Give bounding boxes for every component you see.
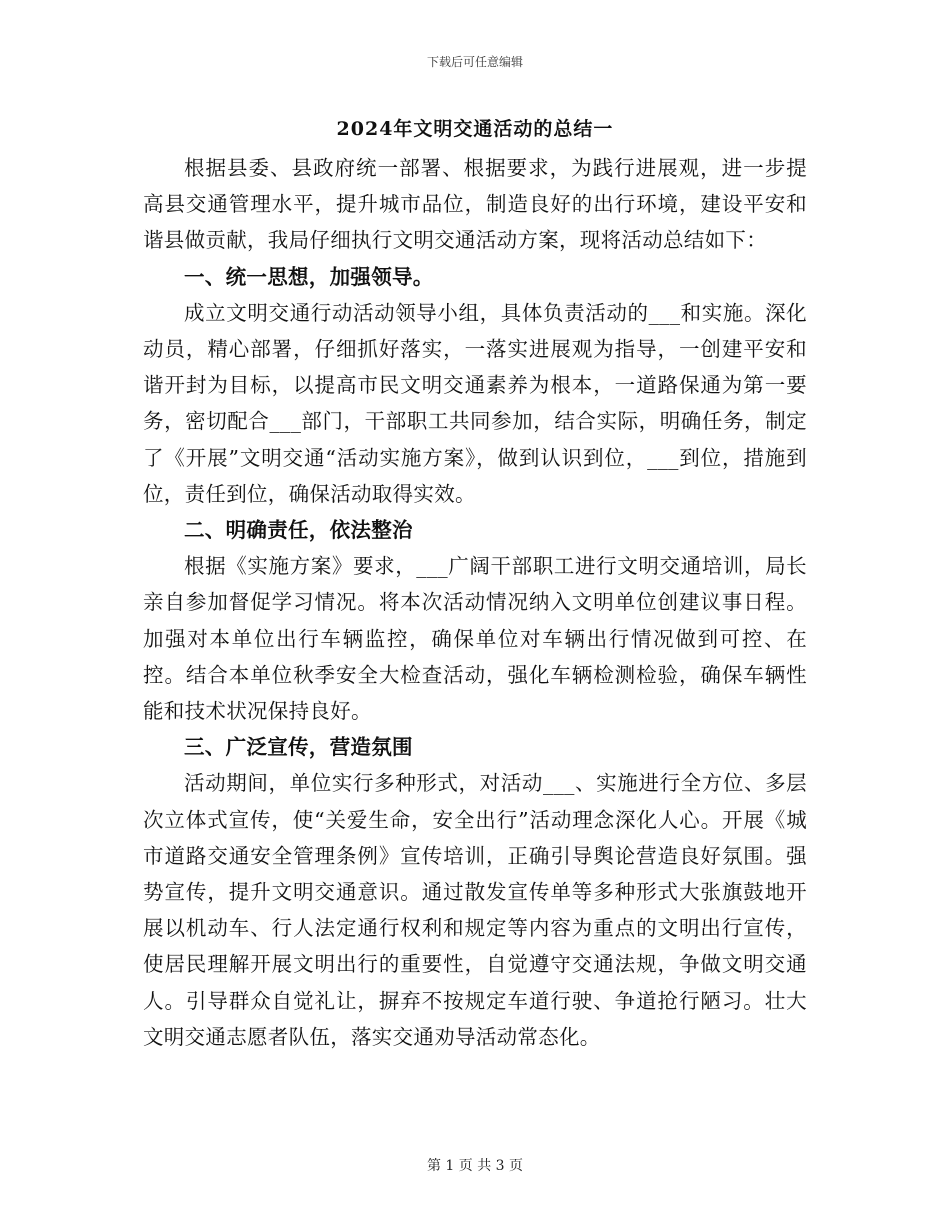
section-heading-1: 一、统一思想，加强领导。 bbox=[184, 264, 434, 289]
header-note: 下载后可任意编辑 bbox=[426, 55, 523, 69]
section-heading-2: 二、明确责任，依法整治 bbox=[184, 518, 413, 543]
intro-paragraph: 根据县委、县政府统一部署、根据要求，为践行进展观，进一步提高县交通管理水平，提升城市品位，制造良好的出行环境，建设平安和谐县做贡献，我局仔细执行文明交通活动方案，现将活动总结如下： bbox=[143, 156, 807, 253]
section-paragraph-2: 根据《实施方案》要求，___广阔干部职工进行文明交通培训，局长亲自参加督促学习情况。将本次活动情况纳入文明单位创建议事日程。加强对本单位出行车辆监控，确保单位对车辆出行情况做到可控、在控。结合本单位秋季安全大检查活动，强化车辆检测检验，确保车辆性能和技术状况保持良好。 bbox=[143, 554, 807, 724]
page-footer: 第 1 页 共 3 页 bbox=[426, 1158, 524, 1174]
document-title: 2024年文明交通活动的总结一 bbox=[336, 118, 614, 140]
section-paragraph-3: 活动期间，单位实行多种形式，对活动___、实施进行全方位、多层次立体式宣传，使“关爱生命，安全出行”活动理念深化人心。开展《城市道路交通安全管理条例》宣传培训，正确引导舆论营造良好氛围。强势宣传，提升文明交通意识。通过散发宣传单等多种形式大张旗鼓地开展以机动车、行人法定通行权利和规定等内容为重点的文明出行宣传，使居民理解开展文明出行的重要性，自觉遵守交通法规，争做文明交通人。引导群众自觉礼让，摒弃不按规定车道行驶、争道抢行陋习。壮大文明交通志愿者队伍，落实交通劝导活动常态化。 bbox=[143, 771, 807, 1049]
document-body bbox=[143, 150, 807, 1055]
section-heading-3: 三、广泛宣传，营造氛围 bbox=[184, 735, 413, 760]
section-paragraph-1: 成立文明交通行动活动领导小组，具体负责活动的___和实施。深化动员，精心部署，仔细抓好落实，一落实进展观为指导，一创建平安和谐开封为目标，以提高市民文明交通素养为根本，一道路保通为第一要务，密切配合___部门，干部职工共同参加，结合实际，明确任务，制定了《开展”文明交通“活动实施方案》，做到认识到位，___到位，措施到位，责任到位，确保活动取得实效。 bbox=[143, 300, 807, 506]
